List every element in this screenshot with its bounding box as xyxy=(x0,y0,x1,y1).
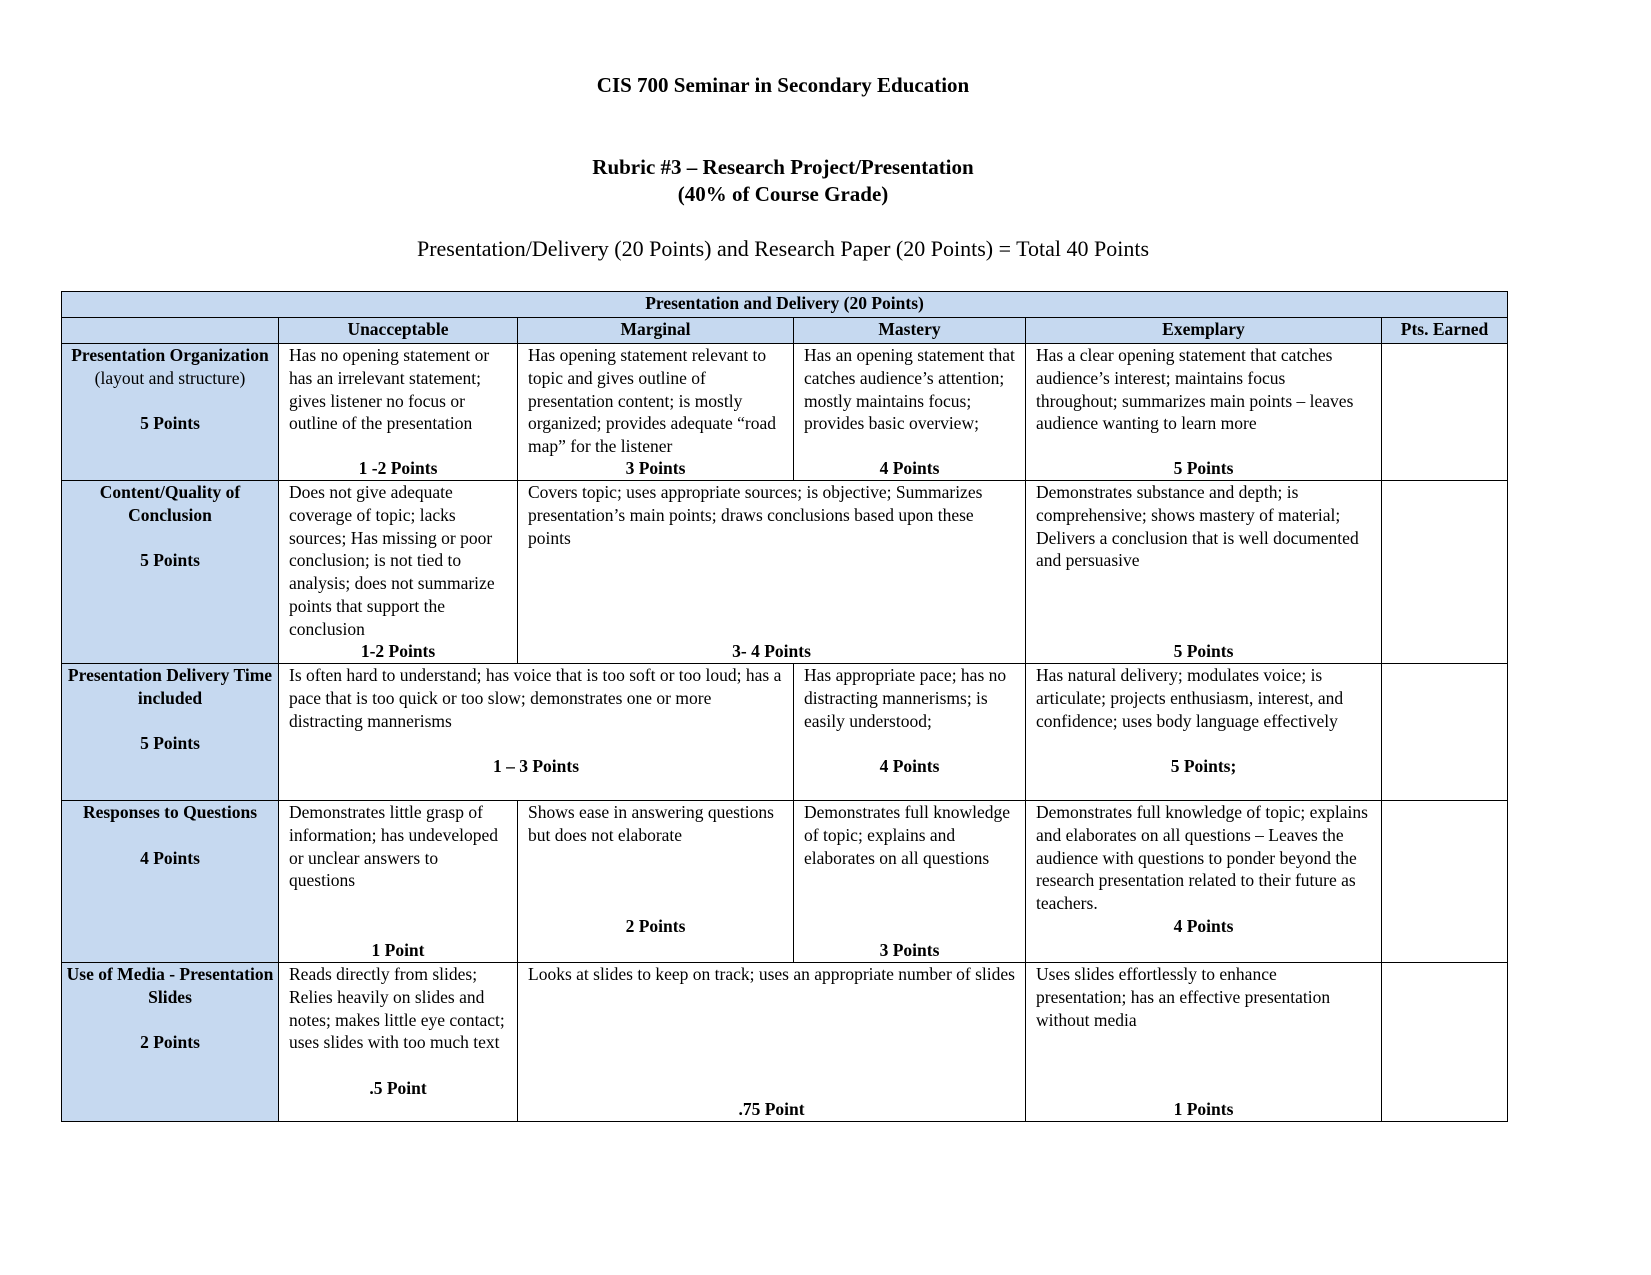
column-header-exemplary: Exemplary xyxy=(1026,318,1382,344)
descriptor-points: 4 Points xyxy=(879,458,940,479)
rubric-title: Rubric #3 – Research Project/Presentation xyxy=(592,155,974,179)
descriptor-points: 5 Points xyxy=(1173,641,1234,662)
descriptor-points: 2 Points xyxy=(625,916,686,936)
marginal-mastery-cell xyxy=(518,481,1026,664)
descriptor-text: Covers topic; uses appropriate sources; is objective; Summarizes presentation’s main points; draws conclusions based upon these points xyxy=(528,482,983,548)
descriptor-points: 5 Points; xyxy=(1170,756,1237,776)
pts-earned-cell[interactable] xyxy=(1382,344,1508,481)
descriptor-points: 3 Points xyxy=(879,940,940,961)
criterion-points: 2 Points xyxy=(140,1032,200,1053)
unacceptable-cell xyxy=(279,963,518,1122)
table-row xyxy=(62,344,1508,481)
descriptor-points: 5 Points xyxy=(1173,458,1234,479)
criterion-points: 5 Points xyxy=(140,733,200,754)
exemplary-cell xyxy=(1026,664,1382,801)
table-row xyxy=(62,801,1508,963)
rubric-table xyxy=(61,291,1508,1122)
table-row xyxy=(62,963,1508,1122)
mastery-cell xyxy=(794,344,1026,481)
descriptor-text: Does not give adequate coverage of topic; lacks sources; Has missing or poor conclusion; is not tied to analysis; does not summarize points that support the conclusion xyxy=(289,482,495,639)
descriptor-text: Has a clear opening statement that catches audience’s interest; maintains focus throughout; summarizes main points – leaves audience wanting to learn more xyxy=(1036,345,1354,434)
section-title: Presentation and Delivery (20 Points) xyxy=(62,292,1508,318)
descriptor-points: 4 Points xyxy=(1173,916,1234,936)
criterion-cell xyxy=(62,963,279,1122)
exemplary-cell xyxy=(1026,344,1382,481)
descriptor-points: 1 Points xyxy=(1173,1099,1234,1120)
marginal-cell xyxy=(518,344,794,481)
marginal-mastery-cell xyxy=(518,963,1026,1122)
exemplary-cell xyxy=(1026,481,1382,664)
mastery-cell xyxy=(794,801,1026,963)
criterion-points: 4 Points xyxy=(140,847,200,868)
table-row xyxy=(62,664,1508,801)
descriptor-text: Shows ease in answering questions but does not elaborate xyxy=(528,802,774,845)
descriptor-text: Has no opening statement or has an irrelevant statement; gives listener no focus or outline of the presentation xyxy=(289,345,490,434)
pts-earned-cell[interactable] xyxy=(1382,963,1508,1122)
descriptor-points: 1 -2 Points xyxy=(358,458,438,479)
unacceptable-cell xyxy=(279,344,518,481)
criterion-label: Presentation Organization xyxy=(71,345,269,365)
descriptor-points: 3 Points xyxy=(625,458,686,479)
column-header-unacceptable: Unacceptable xyxy=(279,318,518,344)
marginal-cell xyxy=(518,801,794,963)
grade-weight: (40% of Course Grade) xyxy=(677,182,889,206)
pts-earned-cell[interactable] xyxy=(1382,801,1508,963)
descriptor-text: Has natural delivery; modulates voice; is articulate; projects enthusiasm, interest, and confidence; uses body language effectively xyxy=(1036,665,1344,731)
criterion-cell xyxy=(62,801,279,963)
column-header-pts-earned: Pts. Earned xyxy=(1382,318,1508,344)
descriptor-points: 1-2 Points xyxy=(360,641,436,662)
criterion-label: Presentation Delivery Time included xyxy=(67,665,273,708)
criterion-label: Use of Media - Presentation Slides xyxy=(66,964,274,1007)
exemplary-cell xyxy=(1026,963,1382,1122)
course-title: CIS 700 Seminar in Secondary Education xyxy=(596,73,970,97)
descriptor-points: .75 Point xyxy=(738,1099,805,1120)
column-header-row xyxy=(62,318,1508,344)
descriptor-text: Looks at slides to keep on track; uses an appropriate number of slides xyxy=(528,964,1015,984)
descriptor-text: Has opening statement relevant to topic and gives outline of presentation content; is mostly organized; provides adequate “road map” for the listener xyxy=(528,345,776,457)
exemplary-cell xyxy=(1026,801,1382,963)
pts-earned-cell[interactable] xyxy=(1382,481,1508,664)
descriptor-text: Has appropriate pace; has no distracting mannerisms; is easily understood; xyxy=(804,665,1007,731)
criterion-label: Responses to Questions xyxy=(82,802,258,822)
criterion-points: 5 Points xyxy=(140,413,200,434)
descriptor-points: 1 Point xyxy=(371,940,425,961)
descriptor-points: 3- 4 Points xyxy=(732,641,811,662)
descriptor-text: Is often hard to understand; has voice that is too soft or too loud; has a pace that is too quick or too slow; demonstrates one or more distracting mannerisms xyxy=(289,665,782,731)
unacceptable-cell xyxy=(279,801,518,963)
descriptor-points: 4 Points xyxy=(879,756,940,776)
column-header-marginal: Marginal xyxy=(518,318,794,344)
pts-earned-cell[interactable] xyxy=(1382,664,1508,801)
descriptor-text: Demonstrates little grasp of information; has undeveloped or unclear answers to questions xyxy=(289,802,498,891)
criterion-points: 5 Points xyxy=(140,550,200,571)
descriptor-text: Has an opening statement that catches audience’s attention; mostly maintains focus; provides basic overview; xyxy=(804,345,1015,434)
section-header-row xyxy=(62,292,1508,318)
criterion-cell xyxy=(62,344,279,481)
descriptor-text: Uses slides effortlessly to enhance presentation; has an effective presentation without media xyxy=(1036,964,1331,1030)
unacceptable-marginal-cell xyxy=(279,664,794,801)
criterion-cell xyxy=(62,664,279,801)
criterion-note: (layout and structure) xyxy=(94,367,246,388)
points-summary: Presentation/Delivery (20 Points) and Research Paper (20 Points) = Total 40 Points xyxy=(416,236,1150,261)
descriptor-text: Reads directly from slides; Relies heavily on slides and notes; makes little eye contact; uses slides with too much text xyxy=(289,964,505,1053)
criterion-cell xyxy=(62,481,279,664)
column-header-mastery: Mastery xyxy=(794,318,1026,344)
descriptor-text: Demonstrates full knowledge of topic; explains and elaborates on all questions xyxy=(804,802,1011,868)
descriptor-points: .5 Point xyxy=(369,1078,427,1098)
descriptor-text: Demonstrates full knowledge of topic; explains and elaborates on all questions – Leaves the audience with questions to ponder beyond the research presentation related to their future as teachers. xyxy=(1036,802,1368,914)
column-header-criterion xyxy=(62,318,279,344)
descriptor-points: 1 – 3 Points xyxy=(492,756,580,776)
descriptor-text: Demonstrates substance and depth; is comprehensive; shows mastery of material; Delivers a conclusion that is well documented and persuasive xyxy=(1036,482,1359,571)
mastery-cell xyxy=(794,664,1026,801)
unacceptable-cell xyxy=(279,481,518,664)
criterion-label: Content/Quality of Conclusion xyxy=(99,482,241,525)
table-row xyxy=(62,481,1508,664)
